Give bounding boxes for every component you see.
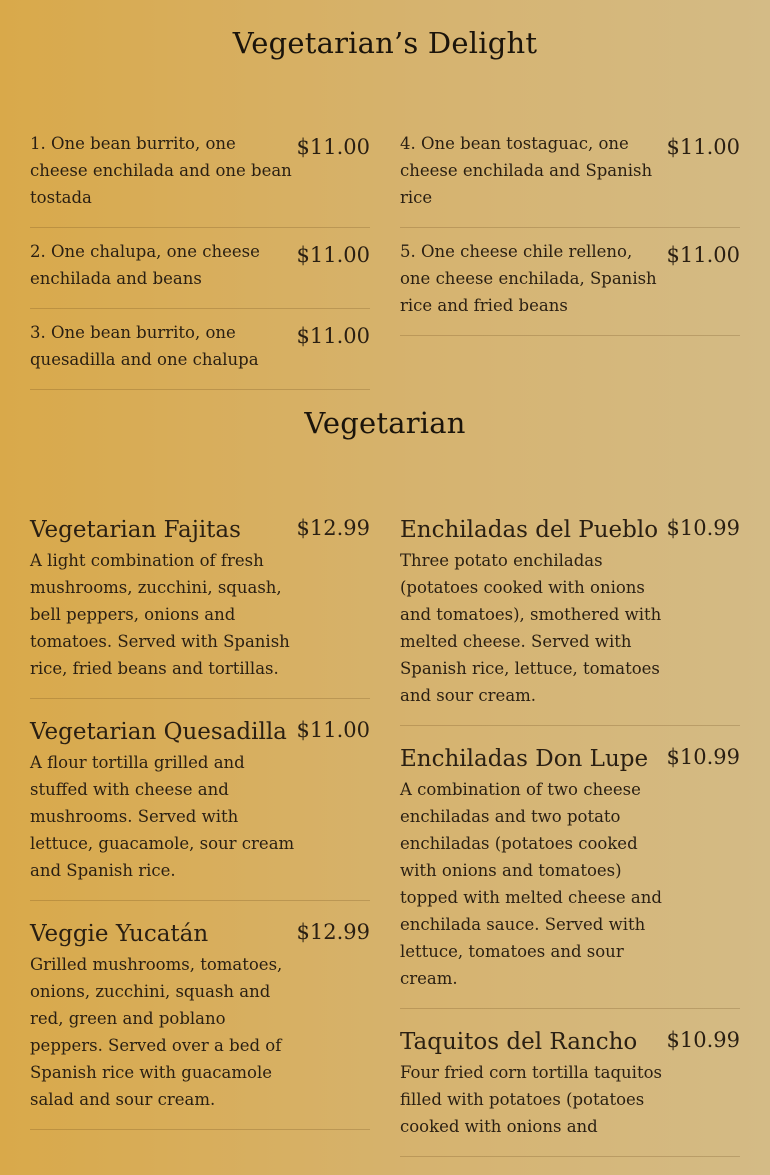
- menu-item: [30, 717, 370, 901]
- menu-item-description: A flour tortilla grilled and stuffed with cheese and mushrooms. Served with lettuce, guacamole, sour cream and Spanish rice.: [30, 753, 295, 880]
- menu-item-description: Grilled mushrooms, tomatoes, onions, zucchini, squash and red, green and poblano peppers. Served over a bed of Spanish rice with guacamole salad and sour cream.: [30, 955, 283, 1109]
- menu-item: [400, 744, 740, 1009]
- delight-column-left: [30, 134, 370, 404]
- menu-item-price: $11.00: [666, 243, 740, 267]
- menu-item: [30, 323, 370, 390]
- menu-item-price: $12.99: [296, 920, 370, 944]
- menu-item-description: Four fried corn tortilla taquitos filled with potatoes (potatoes cooked with onions and: [400, 1063, 662, 1136]
- menu-item-description: 1. One bean burrito, one cheese enchilada and one bean tostada: [30, 134, 292, 207]
- section-title-vegetarians-delight: Vegetarian’s Delight: [232, 26, 538, 60]
- menu-item-description: 5. One cheese chile relleno, one cheese enchilada, Spanish rice and fried beans: [400, 242, 657, 315]
- menu-item-description: 4. One bean tostaguac, one cheese enchilada and Spanish rice: [400, 134, 653, 207]
- delight-column-right: [400, 134, 740, 350]
- vegetarian-column-left: [30, 515, 370, 1148]
- menu-item-name: Vegetarian Fajitas: [30, 517, 241, 543]
- menu-item-price: $11.00: [296, 135, 370, 159]
- menu-item-description: A light combination of fresh mushrooms, zucchini, squash, bell peppers, onions and tomatoes. Served with Spanish rice, fried beans and tortillas.: [30, 551, 290, 678]
- menu-item-price: $12.99: [296, 516, 370, 540]
- menu-item-description: 3. One bean burrito, one quesadilla and one chalupa: [30, 323, 259, 369]
- menu-item: [400, 515, 740, 726]
- menu-item: [30, 515, 370, 699]
- menu-item: [30, 134, 370, 228]
- menu-item: [400, 134, 740, 228]
- menu-item-description: A combination of two cheese enchiladas and two potato enchiladas (potatoes cooked with onions and tomatoes) topped with melted cheese and enchilada sauce. Served with lettuce, tomatoes and sour cream.: [400, 780, 662, 988]
- menu-item-name: Taquitos del Rancho: [400, 1029, 638, 1055]
- menu-item-name: Enchiladas del Pueblo: [400, 517, 659, 543]
- menu-item: [30, 242, 370, 309]
- menu-item-description: 2. One chalupa, one cheese enchilada and beans: [30, 242, 260, 288]
- menu-item-name: Vegetarian Quesadilla: [30, 719, 287, 745]
- section-title-vegetarian: Vegetarian: [304, 406, 466, 440]
- menu-item-price: $10.99: [666, 516, 740, 540]
- menu-item: [30, 919, 370, 1130]
- menu-item-name: Enchiladas Don Lupe: [400, 746, 649, 772]
- menu-item-name: Veggie Yucatán: [30, 921, 209, 947]
- menu-item-price: $11.00: [666, 135, 740, 159]
- menu-item-description: Three potato enchiladas (potatoes cooked with onions and tomatoes), smothered with melted cheese. Served with Spanish rice, lettuce, tomatoes and sour cream.: [400, 551, 662, 705]
- menu-item-price: $10.99: [666, 745, 740, 769]
- menu-item-price: $11.00: [296, 243, 370, 267]
- menu-item-price: $10.99: [666, 1028, 740, 1052]
- vegetarian-column-right: [400, 515, 740, 1175]
- menu-item: [400, 242, 740, 336]
- menu-item: [400, 1027, 740, 1157]
- menu-item-price: $11.00: [296, 324, 370, 348]
- menu-item-price: $11.00: [296, 718, 370, 742]
